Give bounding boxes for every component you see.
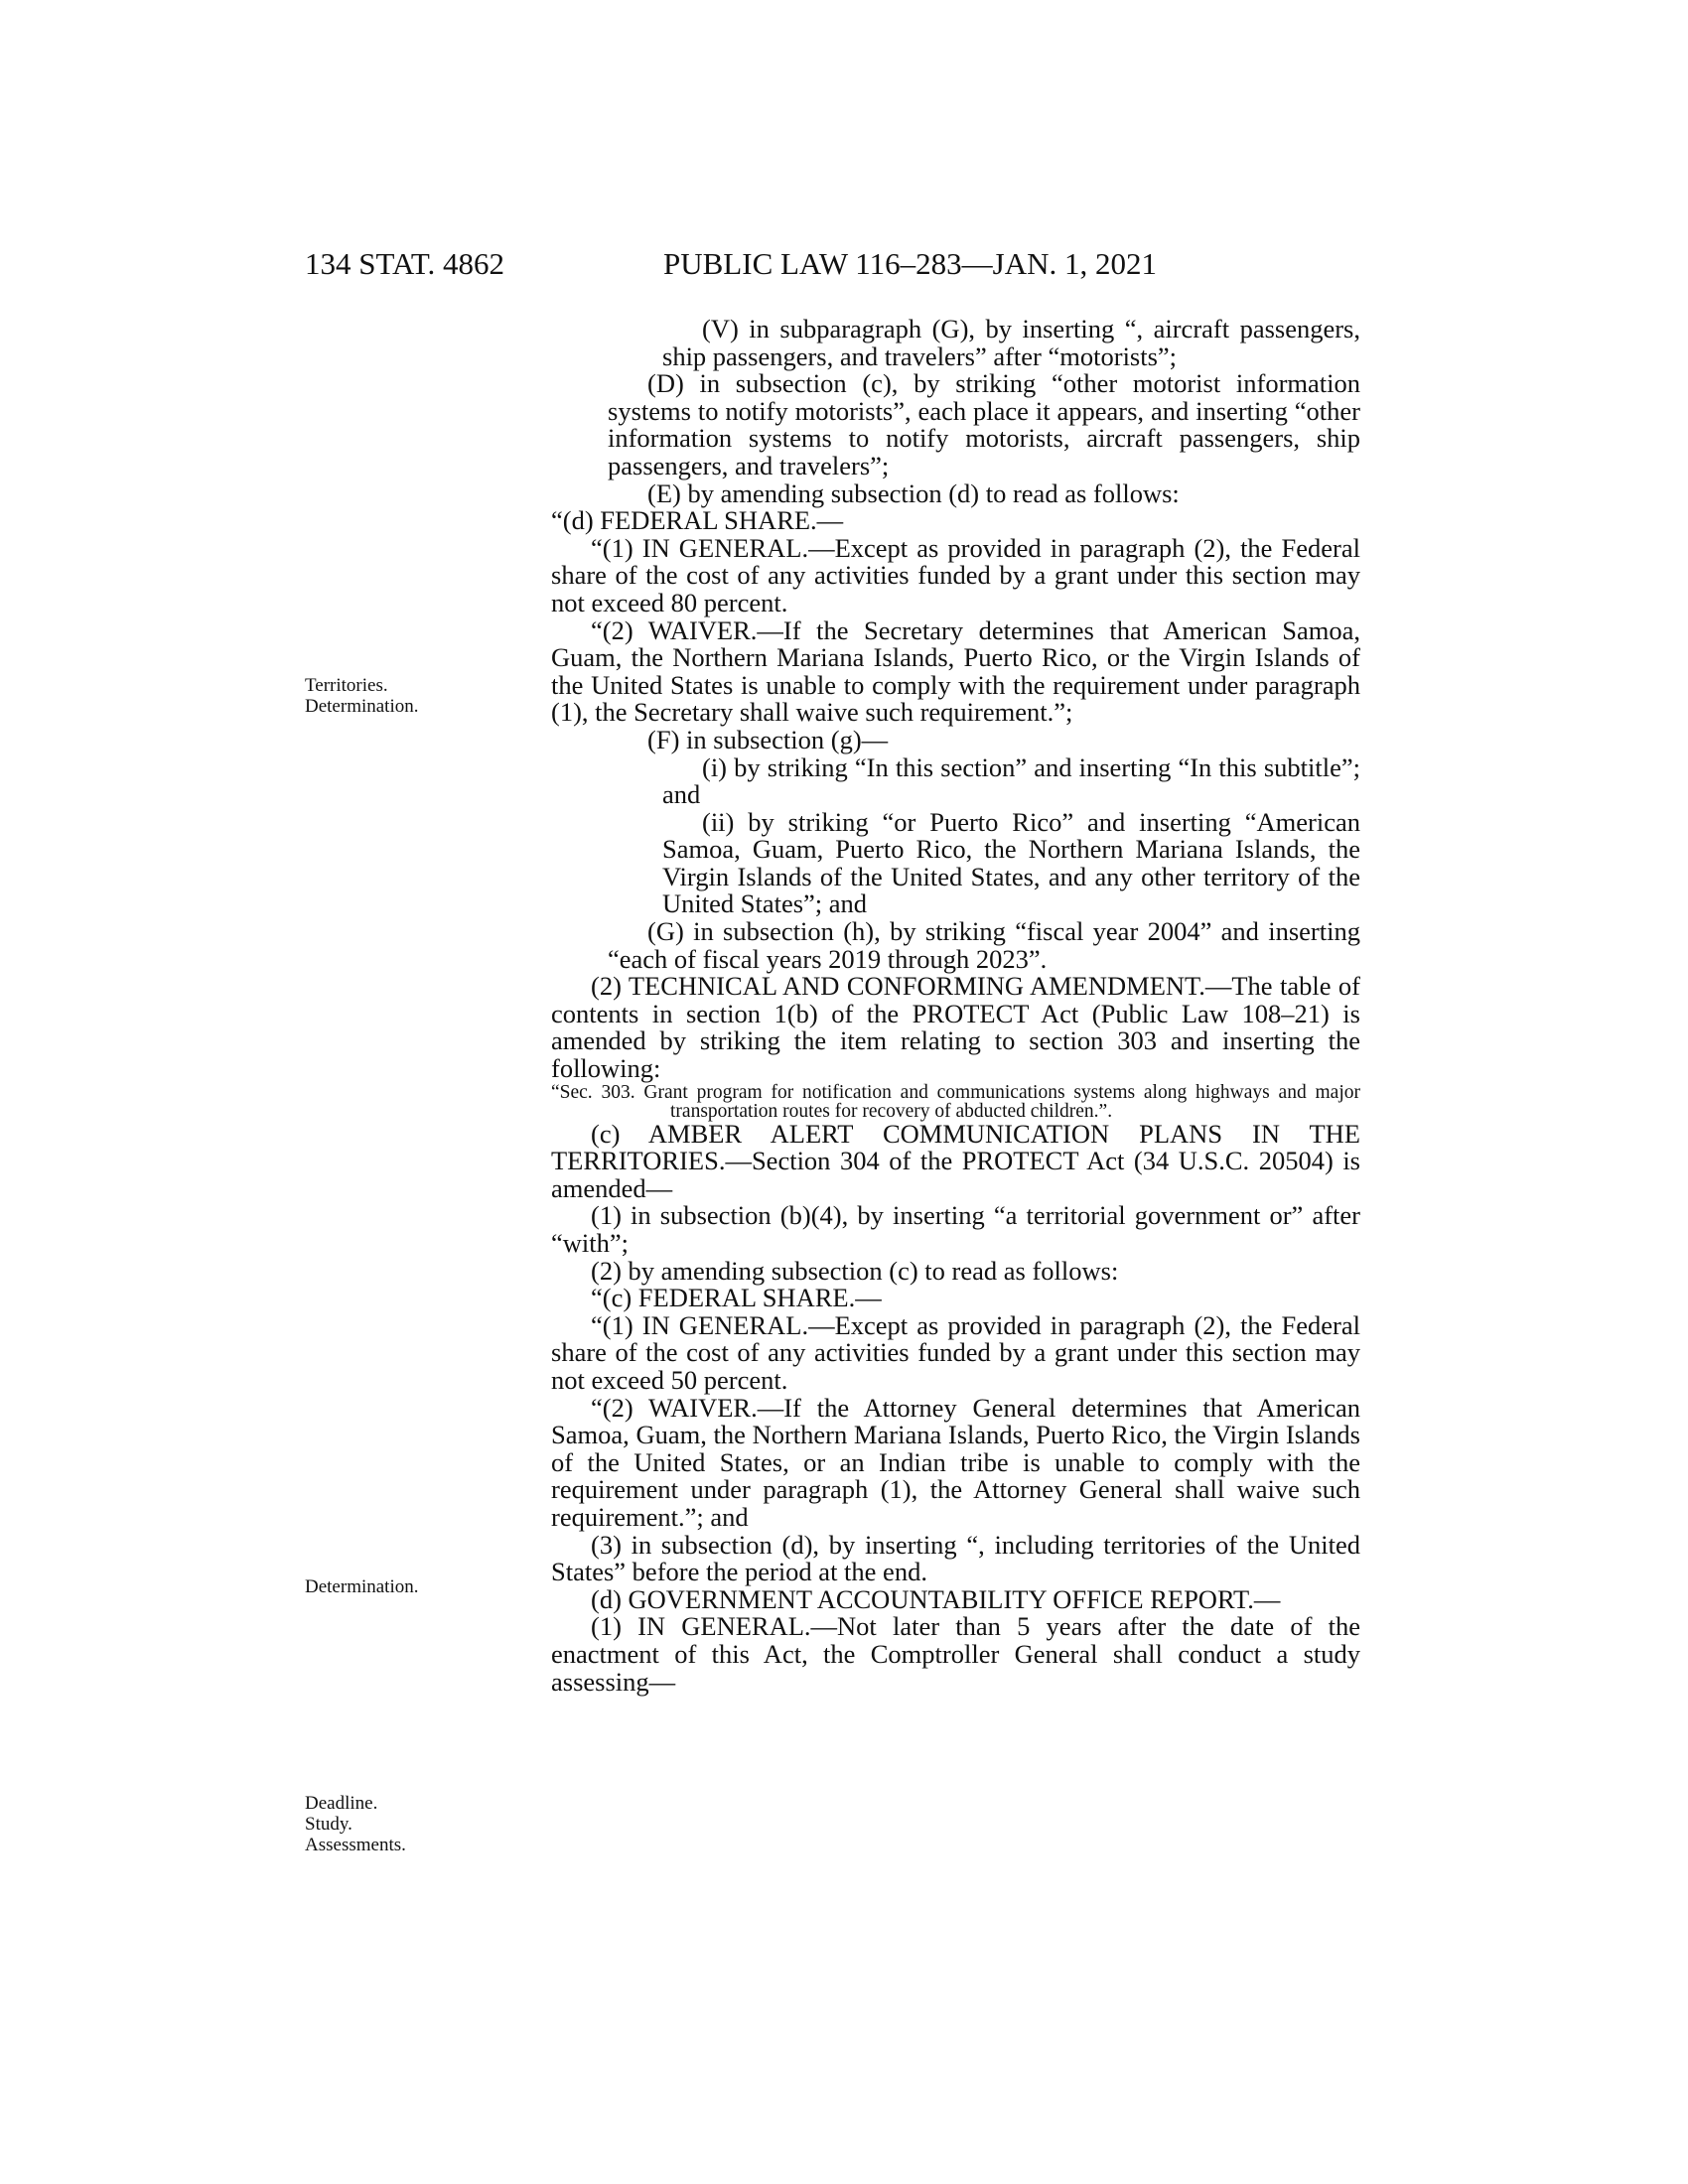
paragraph-c-2-waiver: “(2) WAIVER.—If the Attorney General determines that American Samoa, Guam, the Northern Mariana Islands, Puerto Rico, the Virgin Islands of the United States, or an Indian tribe is unable to comply with the requirement under paragraph (1), the Attorney General shall waive such requirement.”; and: [551, 1392, 1360, 1532]
heading-c-federal-share: “(c) FEDERAL SHARE.—: [591, 1283, 882, 1313]
paragraph-c1: (1) in subsection (b)(4), by inserting “a territorial government or” after “with”;: [551, 1200, 1360, 1258]
paragraph-v: (V) in subparagraph (G), by inserting “, aircraft passengers, ship passengers, and travelers” after “motorists”;: [662, 314, 1360, 371]
public-law-title: PUBLIC LAW 116–283—JAN. 1, 2021: [663, 246, 1157, 281]
page-header: [0, 246, 1688, 286]
paragraph-f-ii: (ii) by striking “or Puerto Rico” and inserting “American Samoa, Guam, Puerto Rico, the Northern Mariana Islands, the Virgin Islands of the United States, and any other territory of the United States”; and: [662, 806, 1360, 919]
paragraph-d1-in-general: “(1) IN GENERAL.—Except as provided in paragraph (2), the Federal share of the cost of any activities funded by a grant under this section may not exceed 80 percent.: [551, 532, 1360, 617]
table-of-contents-item: “Sec. 303. Grant program for notification and communications systems along highways and major transportation routes for recovery of abducted children.”.: [551, 1081, 1360, 1122]
paragraph-f: (F) in subsection (g)—: [647, 724, 889, 754]
paragraph-d2-waiver: “(2) WAIVER.—If the Secretary determines that American Samoa, Guam, the Northern Mariana Islands, Puerto Rico, or the Virgin Islands of the United States is unable to comply with the requirement under paragraph (1), the Secretary shall waive such requirement.”;: [551, 614, 1360, 728]
paragraph-c2: (2) by amending subsection (c) to read as follows:: [591, 1255, 1119, 1286]
heading-d-gao-report: (d) GOVERNMENT ACCOUNTABILITY OFFICE REPORT.—: [591, 1583, 1281, 1614]
paragraph-technical-amendment: (2) TECHNICAL AND CONFORMING AMENDMENT.—The table of contents in section 1(b) of the PROTECT Act (Public Law 108–21) is amended by striking the item relating to section 303 and inserting the following:: [551, 971, 1360, 1084]
paragraph-d: (D) in subsection (c), by striking “other motorist information systems to notify motorists”, each place it appears, and inserting “other information systems to notify motorists, aircraft passengers, ship passengers, and travelers”;: [608, 368, 1360, 480]
margin-note-determination: Determination.: [305, 1576, 419, 1597]
statute-page-number: 134 STAT. 4862: [305, 246, 505, 281]
paragraph-g: (G) in subsection (h), by striking “fiscal year 2004” and inserting “each of fiscal years 2019 through 2023”.: [608, 916, 1360, 974]
document-body: [551, 316, 1360, 1696]
paragraph-c3: (3) in subsection (d), by inserting “, including territories of the United States” before the period at the end.: [551, 1529, 1360, 1587]
paragraph-f-i: (i) by striking “In this section” and inserting “In this subtitle”; and: [662, 751, 1360, 810]
margin-note-deadline: Deadline. Study. Assessments.: [305, 1793, 406, 1855]
margin-note-territories: Territories. Determination.: [305, 675, 419, 717]
heading-d-federal-share: “(d) FEDERAL SHARE.—: [551, 505, 844, 536]
paragraph-c-amber-alert: (c) AMBER ALERT COMMUNICATION PLANS IN THE TERRITORIES.—Section 304 of the PROTECT Act (34 U.S.C. 20504) is amended—: [551, 1118, 1360, 1203]
paragraph-c-1-in-general: “(1) IN GENERAL.—Except as provided in paragraph (2), the Federal share of the cost of any activities funded by a grant under this section may not exceed 50 percent.: [551, 1309, 1360, 1395]
paragraph-e: (E) by amending subsection (d) to read as follows:: [647, 478, 1180, 508]
paragraph-d-1-in-general: (1) IN GENERAL.—Not later than 5 years after the date of the enactment of this Act, the Comptroller General shall conduct a study assessing—: [551, 1611, 1360, 1697]
